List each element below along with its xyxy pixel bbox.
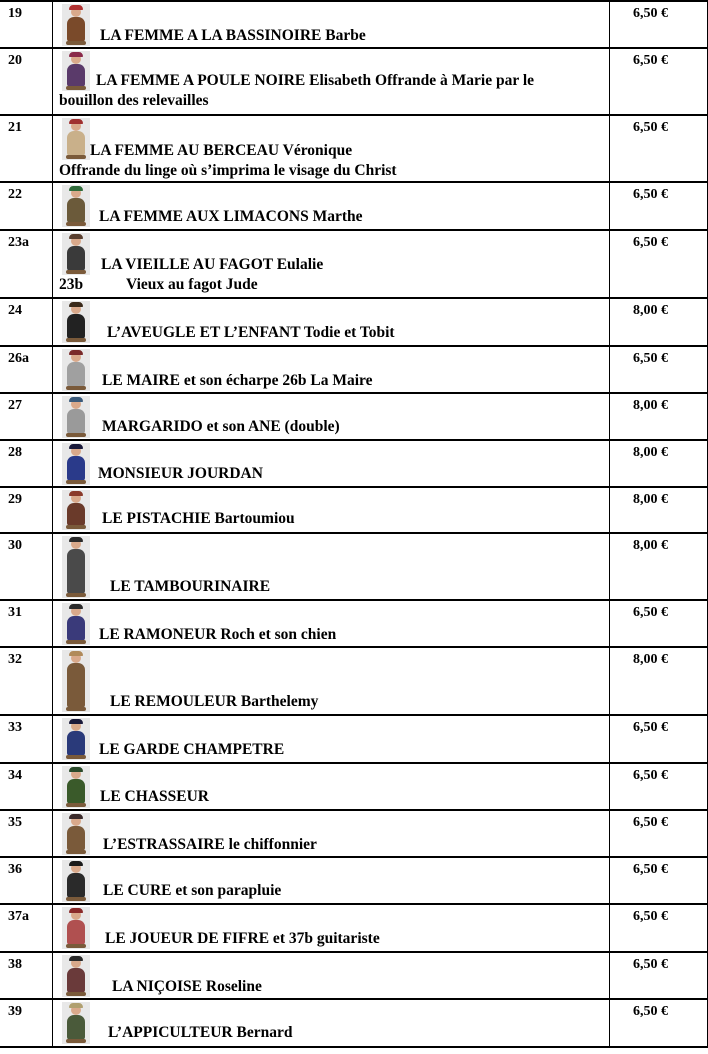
item-description: LA FEMME AU BERCEAU Véronique — [90, 142, 353, 159]
item-description: LA FEMME AUX LIMACONS Marthe — [99, 208, 363, 225]
item-number: 20 — [8, 53, 22, 68]
item-number: 36 — [8, 862, 22, 877]
item-number: 39 — [8, 1004, 22, 1019]
item-description: LA FEMME A LA BASSINOIRE Barbe — [100, 27, 366, 44]
table-row — [0, 229, 708, 297]
santon-figurine-icon — [62, 490, 90, 530]
column-divider — [52, 601, 53, 646]
item-price: 6,50 € — [633, 815, 668, 830]
santon-figurine-icon — [62, 813, 90, 855]
item-number: 21 — [8, 120, 22, 135]
santon-figurine-icon — [62, 185, 90, 227]
column-divider — [52, 764, 53, 809]
column-divider — [609, 1000, 610, 1046]
table-row — [0, 532, 708, 599]
column-divider — [609, 953, 610, 998]
column-divider — [52, 299, 53, 345]
column-divider — [52, 394, 53, 439]
table-bottom-border — [0, 1046, 708, 1048]
column-divider — [52, 811, 53, 856]
item-price: 6,50 € — [633, 235, 668, 250]
item-number: 24 — [8, 303, 22, 318]
item-price: 8,00 € — [633, 652, 668, 667]
column-divider — [609, 2, 610, 47]
item-description: LE CHASSEUR — [100, 788, 209, 805]
table-row — [0, 714, 708, 762]
table-row — [0, 809, 708, 856]
item-price: 6,50 € — [633, 1004, 668, 1019]
item-number: 23a — [8, 235, 29, 250]
column-divider — [52, 49, 53, 114]
table-row — [0, 0, 708, 47]
table-row — [0, 114, 708, 181]
table-row — [0, 181, 708, 229]
item-number: 30 — [8, 538, 22, 553]
column-divider — [52, 347, 53, 392]
table-row — [0, 297, 708, 345]
item-number: 22 — [8, 187, 22, 202]
item-number: 28 — [8, 445, 22, 460]
santon-figurine-icon — [62, 4, 90, 46]
column-divider — [609, 441, 610, 486]
item-number: 27 — [8, 398, 22, 413]
column-divider — [52, 858, 53, 903]
santon-figurine-icon — [62, 718, 90, 760]
column-divider — [52, 953, 53, 998]
item-description-continued: bouillon des relevailles — [59, 92, 209, 109]
santon-figurine-icon — [62, 233, 90, 275]
column-divider — [52, 183, 53, 229]
column-divider — [52, 716, 53, 762]
santon-figurine-icon — [62, 443, 90, 485]
item-price: 6,50 € — [633, 957, 668, 972]
table-row — [0, 392, 708, 439]
column-divider — [609, 183, 610, 229]
santon-figurine-icon — [62, 536, 90, 598]
table-row — [0, 762, 708, 809]
item-price: 8,00 € — [633, 445, 668, 460]
table-row — [0, 903, 708, 951]
column-divider — [52, 534, 53, 599]
item-number: 35 — [8, 815, 22, 830]
santon-figurine-icon — [62, 349, 90, 391]
item-description: LE TAMBOURINAIRE — [110, 578, 271, 595]
column-divider — [609, 231, 610, 297]
column-divider — [609, 347, 610, 392]
column-divider — [609, 534, 610, 599]
item-price: 6,50 € — [633, 768, 668, 783]
item-description: MONSIEUR JOURDAN — [98, 465, 263, 482]
item-price: 8,00 € — [633, 398, 668, 413]
item-price: 6,50 € — [633, 862, 668, 877]
item-description: MARGARIDO et son ANE (double) — [102, 418, 340, 435]
item-description: LE RAMONEUR Roch et son chien — [99, 626, 337, 643]
item-description: L’AVEUGLE ET L’ENFANT Todie et Tobit — [107, 324, 395, 341]
item-price: 8,00 € — [633, 538, 668, 553]
table-row — [0, 486, 708, 532]
item-description: LA FEMME A POULE NOIRE Elisabeth Offrande à Marie par le — [96, 72, 535, 89]
santon-figurine-icon — [62, 301, 90, 343]
santon-figurine-icon — [62, 907, 90, 949]
column-divider — [52, 231, 53, 297]
item-description: LA NIÇOISE Roseline — [112, 978, 262, 995]
column-divider — [609, 49, 610, 114]
item-number: 26a — [8, 351, 29, 366]
column-divider — [52, 648, 53, 714]
item-price: 6,50 € — [633, 6, 668, 21]
item-number: 38 — [8, 957, 22, 972]
column-divider — [609, 764, 610, 809]
item-number: 34 — [8, 768, 22, 783]
item-number: 32 — [8, 652, 22, 667]
table-row — [0, 951, 708, 998]
item-description: LE REMOULEUR Barthelemy — [110, 693, 319, 710]
table-row — [0, 439, 708, 486]
item-price: 6,50 € — [633, 351, 668, 366]
column-divider — [609, 488, 610, 532]
column-divider — [609, 116, 610, 181]
table-row — [0, 599, 708, 646]
column-divider — [609, 716, 610, 762]
santon-figurine-icon — [62, 860, 90, 902]
column-divider — [52, 905, 53, 951]
item-description: LE MAIRE et son écharpe 26b La Maire — [102, 372, 373, 389]
table-row — [0, 47, 708, 114]
item-description: L’ESTRASSAIRE le chiffonnier — [103, 836, 317, 853]
item-description: LE PISTACHIE Bartoumiou — [102, 510, 295, 527]
column-divider — [609, 648, 610, 714]
column-divider — [609, 299, 610, 345]
item-description: LE JOUEUR DE FIFRE et 37b guitariste — [105, 930, 380, 947]
item-price: 6,50 € — [633, 120, 668, 135]
item-price: 6,50 € — [633, 53, 668, 68]
item-price: 6,50 € — [633, 909, 668, 924]
santon-figurine-icon — [62, 396, 90, 438]
santon-figurine-icon — [62, 1002, 90, 1044]
table-row — [0, 998, 708, 1046]
item-description: LE GARDE CHAMPETRE — [99, 741, 285, 758]
santon-figurine-icon — [62, 766, 90, 808]
item-number: 37a — [8, 909, 29, 924]
item-price: 6,50 € — [633, 720, 668, 735]
item-description: L’APPICULTEUR Bernard — [108, 1024, 293, 1041]
table-row — [0, 646, 708, 714]
santon-figurine-icon — [62, 650, 90, 712]
item-price: 6,50 € — [633, 187, 668, 202]
item-description: LA VIEILLE AU FAGOT Eulalie — [101, 256, 324, 273]
item-number: 33 — [8, 720, 22, 735]
item-number: 19 — [8, 6, 22, 21]
column-divider — [609, 905, 610, 951]
column-divider — [52, 1000, 53, 1046]
table-row — [0, 856, 708, 903]
santon-figurine-icon — [62, 603, 90, 645]
item-price: 8,00 € — [633, 303, 668, 318]
sub-item-description: Vieux au fagot Jude — [126, 276, 258, 293]
column-divider — [52, 116, 53, 181]
item-description-continued: Offrande du linge où s’imprima le visage du Christ — [59, 162, 397, 179]
table-row — [0, 345, 708, 392]
column-divider — [52, 488, 53, 532]
santon-figurine-icon — [62, 118, 90, 160]
column-divider — [609, 394, 610, 439]
column-divider — [609, 601, 610, 646]
item-price: 6,50 € — [633, 605, 668, 620]
santon-figurine-icon — [62, 955, 90, 997]
item-number: 31 — [8, 605, 22, 620]
column-divider — [52, 441, 53, 486]
column-divider — [609, 858, 610, 903]
santon-figurine-icon — [62, 51, 90, 91]
column-divider — [52, 2, 53, 47]
item-price: 8,00 € — [633, 492, 668, 507]
item-description: LE CURE et son parapluie — [103, 882, 282, 899]
column-divider — [609, 811, 610, 856]
sub-item-number: 23b — [59, 276, 84, 293]
item-number: 29 — [8, 492, 22, 507]
